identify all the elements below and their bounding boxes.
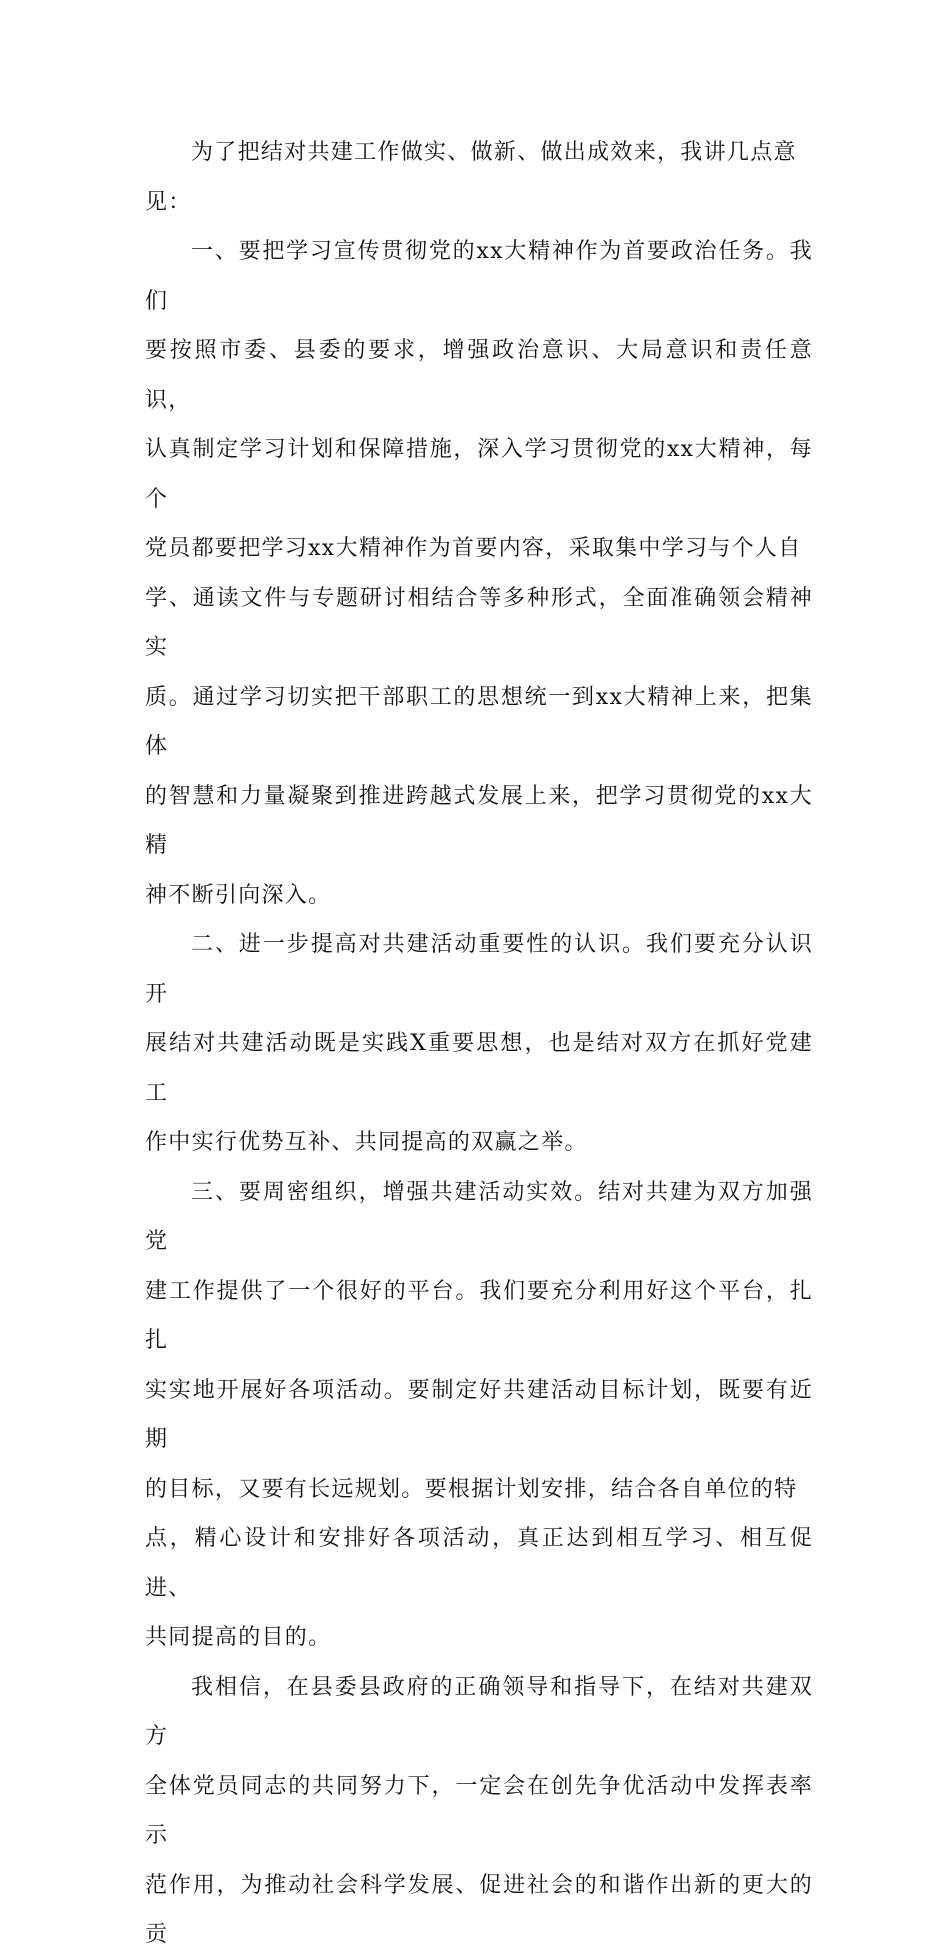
paragraph-point-three: 三、要周密组织，增强共建活动实效。结对共建为双方加强党 建工作提供了一个很好的平台。我们要充分利用好这个平台，扎扎 实实地开展好各项活动。要制定好共建活动目标计划，既要有近期 的目标，又要有长远规划。要根据计划安排，结合各自单位的特 点，精心设计和安排好各项活动，真正达到相互学习、相互促进、 共同提高的目的。 bbox=[145, 1179, 813, 1650]
paragraph-point-one: 一、要把学习宣传贯彻党的xx大精神作为首要政治任务。我们 要按照市委、县委的要求，增强政治意识、大局意识和责任意识， 认真制定学习计划和保障措施，深入学习贯彻党的xx大精神，每个 党员都要把学习xx大精神作为首要内容，采取集中学习与个人自 学、通读文件与专题研讨相结合等多种形式，全面准确领会精神实 质。通过学习切实把干部职工的思想统一到xx大精神上来，把集体 的智慧和力量凝聚到推进跨越式发展上来，把学习贯彻党的xx大精 神不断引向深入。 bbox=[145, 239, 813, 908]
paragraph-intro: 为了把结对共建工作做实、做新、做出成效来，我讲几点意 见： bbox=[145, 140, 797, 215]
document-body bbox=[145, 128, 813, 1960]
paragraph-closing: 我相信，在县委县政府的正确领导和指导下，在结对共建双方 全体党员同志的共同努力下，一定会在创先争优活动中发挥表率示 范作用，为推动社会科学发展、促进社会的和谐作出新的更大的贡 bbox=[145, 1674, 813, 1947]
paragraph-point-two: 二、进一步提高对共建活动重要性的认识。我们要充分认识开 展结对共建活动既是实践X重要思想，也是结对双方在抓好党建工 作中实行优势互补、共同提高的双赢之举。 bbox=[145, 932, 813, 1155]
